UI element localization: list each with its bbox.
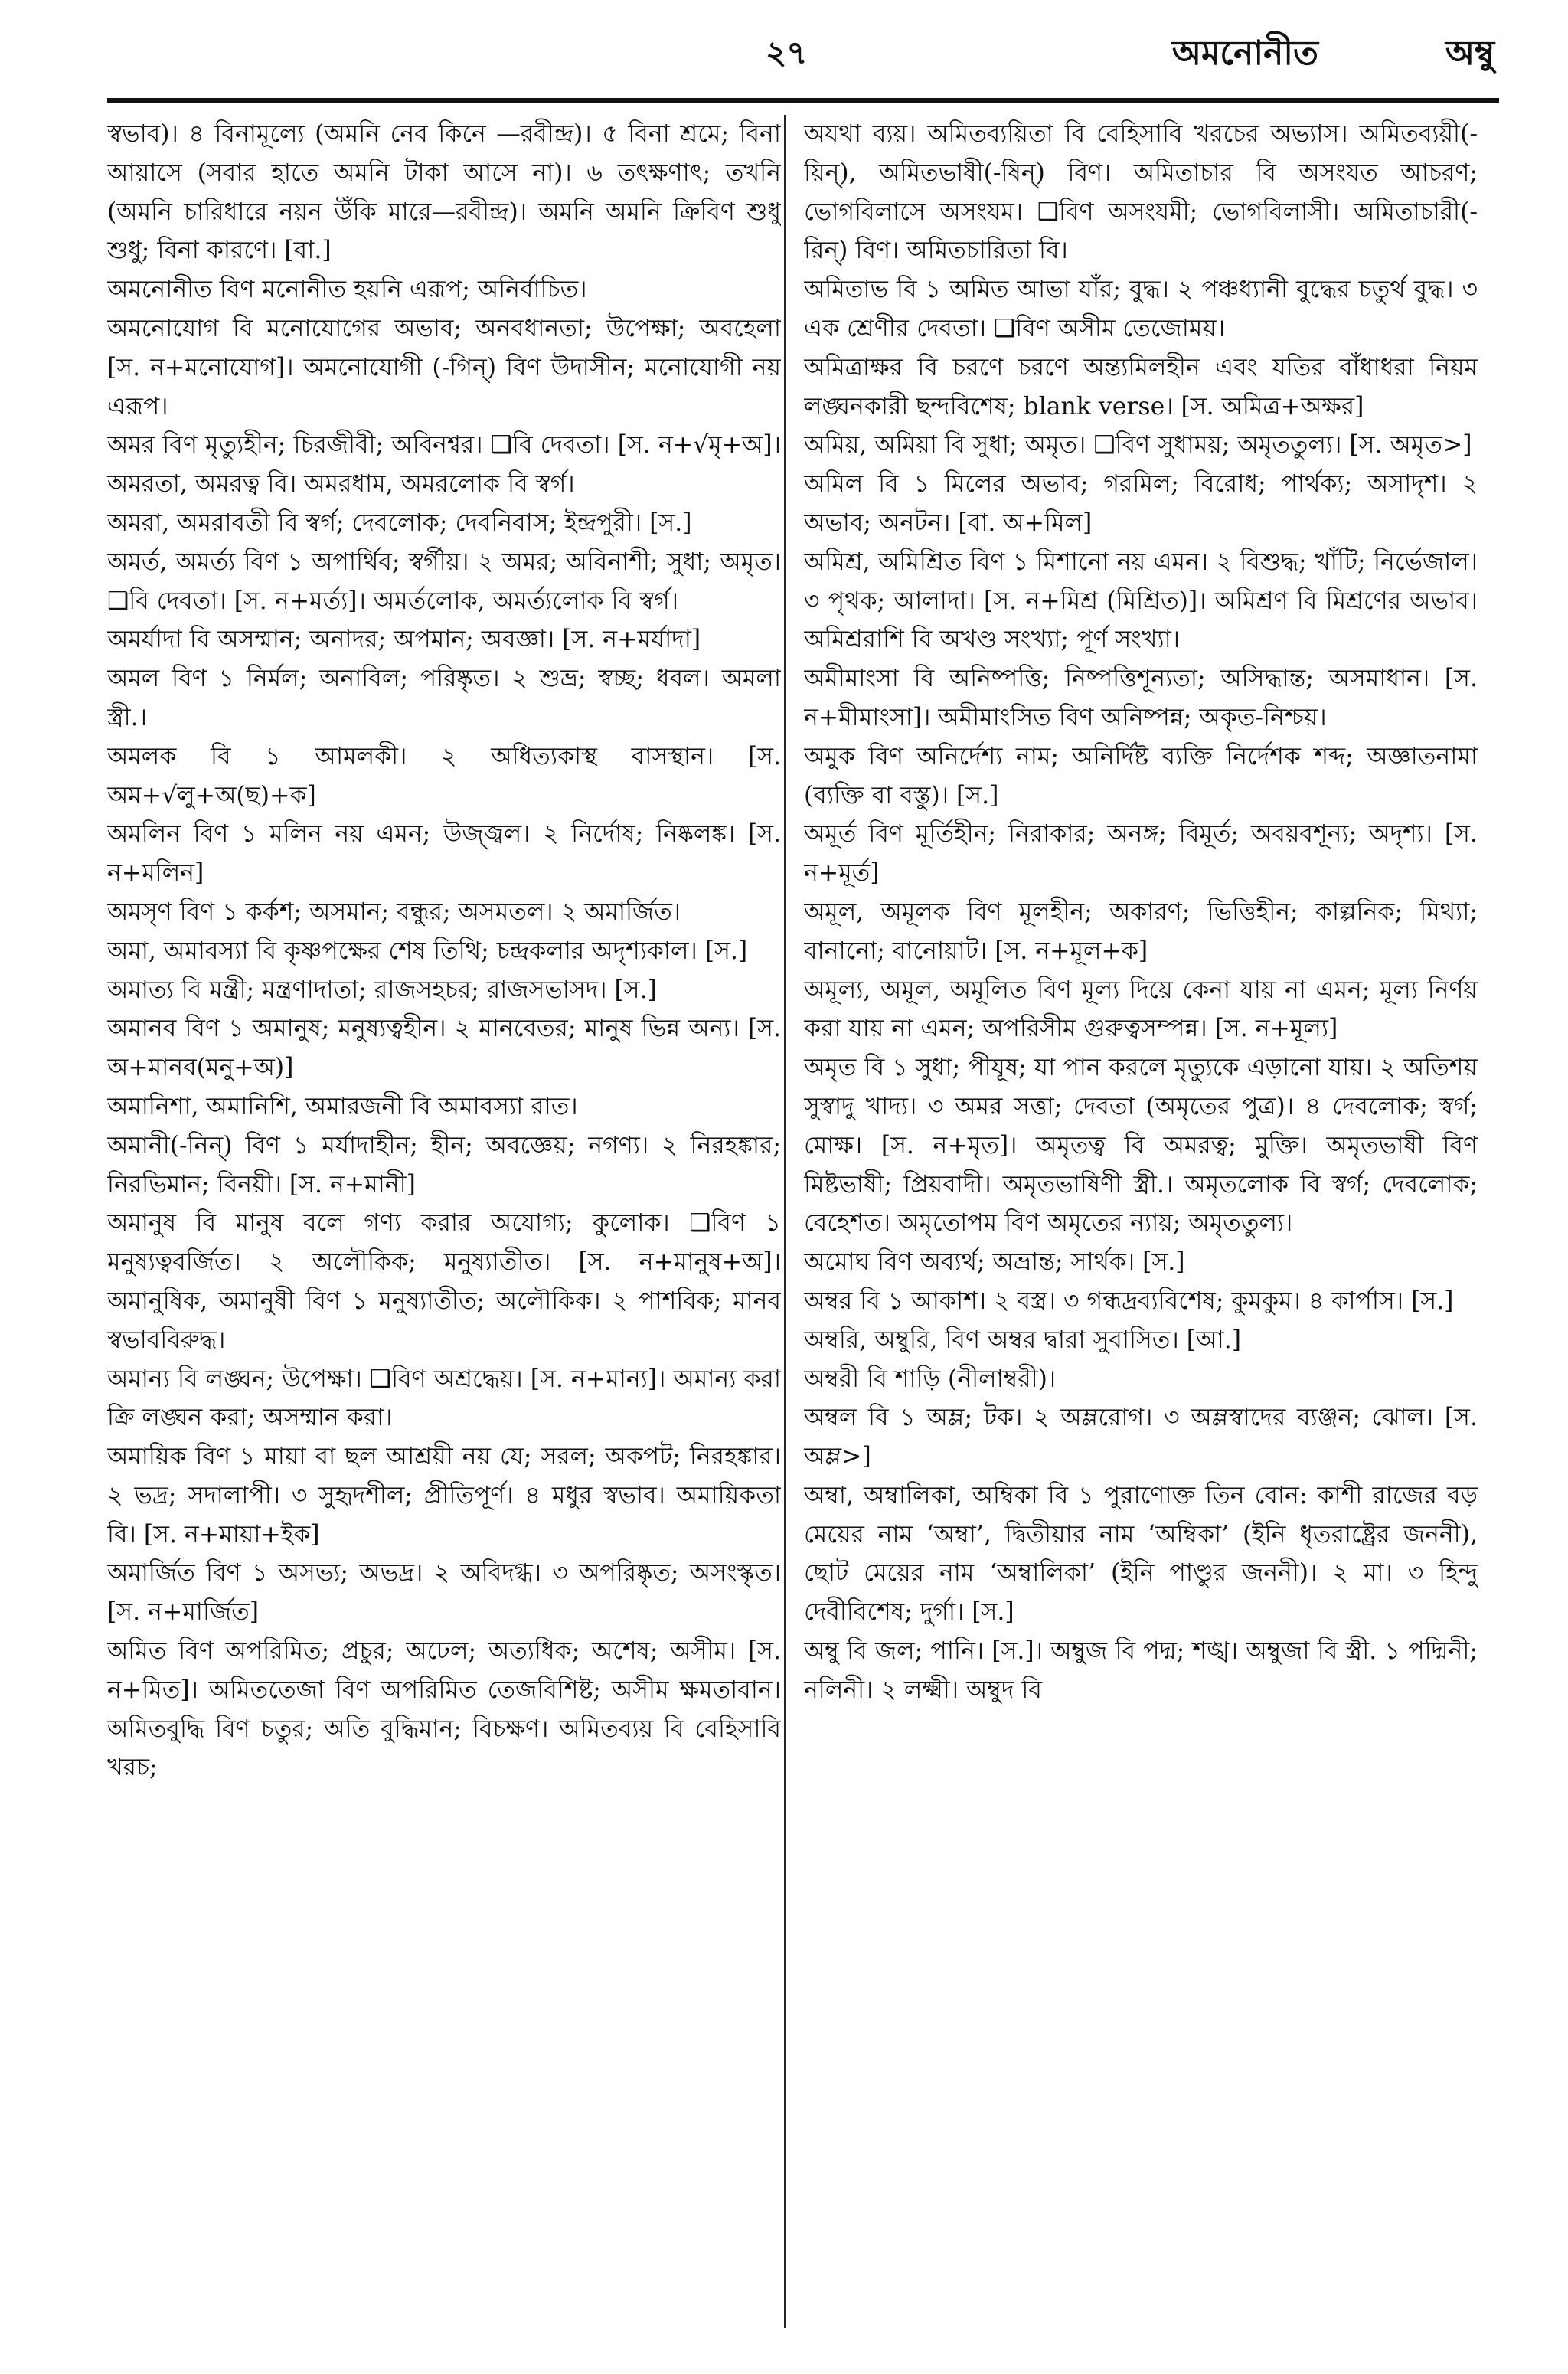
dictionary-entry: অমনোনীত বিণ মনোনীত হয়নি এরূপ; অনির্বাচিত। [107, 276, 587, 304]
dictionary-entry: অমসৃণ বিণ ১ কর্কশ; অসমান; বন্ধুর; অসমতল। ২ অমার্জিত। [107, 898, 681, 926]
dictionary-entry: অমর বিণ মৃত্যুহীন; চিরজীবী; অবিনশ্বর। ❑বি দেবতা। [স. ন+√মৃ+অ]। অমরতা, অমরত্ব বি। অমরধাম, অমরলোক বি স্বর্গ। [107, 431, 781, 499]
dictionary-entry: অমোঘ বিণ অব্যর্থ; অভ্রান্ত; সার্থক। [স.] [804, 1248, 1185, 1277]
dictionary-entry: অযথা ব্যয়। অমিতব্যয়িতা বি বেহিসাবি খরচের অভ্যাস। অমিতব্যয়ী(-য়িন্), অমিতভাষী(-ষিন্) বিণ। অমিতাচার বি অসংযত আচরণ; ভোগবিলাসে অসংযম। ❑বিণ অসংযমী; ভোগবিলাসী। অমিতাচারী(-রিন্) বিণ। অমিতচারিতা বি। [804, 120, 1478, 265]
guide-word-last: অম্বু [1445, 34, 1494, 73]
dictionary-entry: অমানুষ বি মানুষ বলে গণ্য করার অযোগ্য; কুলোক। ❑বিণ ১ মনুষ্যত্ববর্জিত। ২ অলৌকিক; মনুষ্যাতীত। [স. ন+মানুষ+অ]। অমানুষিক, অমানুষী বিণ ১ মনুষ্যাতীত; অলৌকিক। ২ পাশবিক; মানব স্বভাববিরুদ্ধ। [107, 1209, 781, 1354]
dictionary-entry: অমানী(-নিন্) বিণ ১ মর্যাদাহীন; হীন; অবজ্ঞেয়; নগণ্য। ২ নিরহঙ্কার; নিরভিমান; বিনয়ী। [স. ন+মানী] [107, 1131, 781, 1198]
dictionary-entry: অম্বু বি জল; পানি। [স.]। অম্বুজ বি পদ্ম; শঙ্খ। অম্বুজা বি স্ত্রী. ১ পদ্মিনী; নলিনী। ২ লক্ষ্মী। অম্বুদ বি [804, 1637, 1478, 1704]
dictionary-entry: অমল বিণ ১ নির্মল; অনাবিল; পরিষ্কৃত। ২ শুভ্র; স্বচ্ছ; ধবল। অমলা স্ত্রী.। [107, 665, 781, 731]
dictionary-entry: অমনোযোগ বি মনোযোগের অভাব; অনবধানতা; উপেক্ষা; অবহেলা [স. ন+মনোযোগ]। অমনোযোগী (-গিন্) বিণ উদাসীন; মনোযোগী নয় এরূপ। [107, 314, 781, 420]
dictionary-entry: অমাত্য বি মন্ত্রী; মন্ত্রণাদাতা; রাজসহচর; রাজসভাসদ। [স.] [107, 976, 657, 1004]
dictionary-entry: অমূর্ত বিণ মূর্তিহীন; নিরাকার; অনঙ্গ; বিমূর্ত; অবয়বশূন্য; অদৃশ্য। [স. ন+মূর্ত] [804, 820, 1478, 888]
dictionary-entry: অম্বর বি ১ আকাশ। ২ বস্ত্র। ৩ গন্ধদ্রব্যবিশেষ; কুমকুম। ৪ কার্পাস। [স.] [804, 1287, 1454, 1315]
left-column [107, 115, 781, 2343]
dictionary-entry: অমিত বিণ অপরিমিত; প্রচুর; অঢেল; অত্যধিক; অশেষ; অসীম। [স. ন+মিত]। অমিততেজা বিণ অপরিমিত তেজবিশিষ্ট; অসীম ক্ষমতাবান। অমিতবুদ্ধি বিণ চতুর; অতি বুদ্ধিমান; বিচক্ষণ। অমিতব্যয় বি বেহিসাবি খরচ; [107, 1637, 781, 1782]
right-column [804, 115, 1478, 2343]
header-rule [107, 98, 1499, 103]
dictionary-entry: অম্বরী বি শাড়ি (নীলাম্বরী)। [804, 1365, 1057, 1393]
dictionary-entry: অম্বল বি ১ অম্ল; টক। ২ অম্লরোগ। ৩ অম্লস্বাদের ব্যঞ্জন; ঝোল। [স. অম্ল>] [804, 1404, 1478, 1471]
dictionary-entry: অমর্ত, অমর্ত্য বিণ ১ অপার্থিব; স্বর্গীয়। ২ অমর; অবিনাশী; সুধা; অমৃত। ❑বি দেবতা। [স. ন+মর্ত্য]। অমর্তলোক, অমর্ত্যলোক বি স্বর্গ। [107, 548, 781, 615]
page-number: ২৭ [766, 34, 808, 71]
dictionary-entry: অমায়িক বিণ ১ মায়া বা ছল আশ্রয়ী নয় যে; সরল; অকপট; নিরহঙ্কার। ২ ভদ্র; সদালাপী। ৩ সুহৃদশীল; প্রীতিপূর্ণ। ৪ মধুর স্বভাব। অমায়িকতা বি। [স. ন+মায়া+ইক] [107, 1443, 781, 1548]
dictionary-entry: অমানব বিণ ১ অমানুষ; মনুষ্যত্বহীন। ২ মানবেতর; মানুষ ভিন্ন অন্য। [স. অ+মানব(মনু+অ)] [107, 1015, 781, 1082]
dictionary-entry: অমিল বি ১ মিলের অভাব; গরমিল; বিরোধ; পার্থক্য; অসাদৃশ। ২ অভাব; অনটন। [বা. অ+মিল] [804, 470, 1478, 537]
dictionary-entry: অমিত্রাক্ষর বি চরণে চরণে অন্ত্যমিলহীন এবং যতির বাঁধাধরা নিয়ম লঙ্ঘনকারী ছন্দবিশেষ; blank verse। [স. অমিত্র+অক্ষর] [804, 353, 1478, 420]
dictionary-entry: অমীমাংসা বি অনিষ্পত্তি; নিষ্পত্তিশূন্যতা; অসিদ্ধান্ত; অসমাধান। [স. ন+মীমাংসা]। অমীমাংসিত বিণ অনিষ্পন্ন; অকৃত-নিশ্চয়। [804, 665, 1478, 731]
dictionary-entry: অমৃত বি ১ সুধা; পীযূষ; যা পান করলে মৃত্যুকে এড়ানো যায়। ২ অতিশয় সুস্বাদু খাদ্য। ৩ অমর সত্তা; দেবতা (অমৃতের পুত্র)। ৪ দেবলোক; স্বর্গ; মোক্ষ। [স. ন+মৃত]। অমৃতত্ব বি অমরত্ব; মুক্তি। অমৃতভাষী বিণ মিষ্টভাষী; প্রিয়বাদী। অমৃতভাষিণী স্ত্রী.। অমৃতলোক বি স্বর্গ; দেবলোক; বেহেশত। অমৃতোপম বিণ অমৃতের ন্যায়; অমৃততুল্য। [804, 1054, 1478, 1238]
dictionary-entry: অমা, অমাবস্যা বি কৃষ্ণপক্ষের শেষ তিথি; চন্দ্রকলার অদৃশ্যকাল। [স.] [107, 937, 748, 965]
dictionary-entry: অমান্য বি লঙ্ঘন; উপেক্ষা। ❑বিণ অশ্রদ্ধেয়। [স. ন+মান্য]। অমান্য করা ক্রি লঙ্ঘন করা; অসম্মান করা। [107, 1365, 781, 1432]
dictionary-entry: স্বভাব)। ৪ বিনামূল্যে (অমনি নেব কিনে —রবীন্দ্র)। ৫ বিনা শ্রমে; বিনা আয়াসে (সবার হাতে অমনি টাকা আসে না)। ৬ তৎক্ষণাৎ; তখনি (অমনি চারিধারে নয়ন উঁকি মারে—রবীন্দ্র)। অমনি অমনি ক্রিবিণ শুধু শুধু; বিনা কারণে। [বা.] [107, 120, 781, 265]
dictionary-entry: অমরা, অমরাবতী বি স্বর্গ; দেবলোক; দেবনিবাস; ইন্দ্রপুরী। [স.] [107, 508, 692, 537]
dictionary-entry: অমিতাভ বি ১ অমিত আভা যাঁর; বুদ্ধ। ২ পঞ্চধ্যানী বুদ্ধের চতুর্থ বুদ্ধ। ৩ এক শ্রেণীর দেবতা। ❑বিণ অসীম তেজোময়। [804, 276, 1478, 342]
dictionary-entry: অম্বরি, অম্বুরি, বিণ অম্বর দ্বারা সুবাসিত। [আ.] [804, 1326, 1242, 1354]
page-header [107, 28, 1494, 89]
column-divider [784, 115, 786, 2328]
dictionary-entry: অমূল, অমূলক বিণ মূলহীন; অকারণ; ভিত্তিহীন; কাল্পনিক; মিথ্যা; বানানো; বানোয়াট। [স. ন+মূল+ক] [804, 898, 1478, 965]
dictionary-entry: অমিয়, অমিয়া বি সুধা; অমৃত। ❑বিণ সুধাময়; অমৃততুল্য। [স. অমৃত>] [804, 431, 1472, 459]
guide-word-first: অমনোনীত [1171, 34, 1318, 73]
dictionary-entry: অমলক বি ১ আমলকী। ২ অধিত্যকাস্থ বাসস্থান। [স. অম+√লু+অ(ছ)+ক] [107, 742, 781, 809]
dictionary-entry: অমলিন বিণ ১ মলিন নয় এমন; উজ্জ্বল। ২ নির্দোষ; নিষ্কলঙ্ক। [স. ন+মলিন] [107, 820, 781, 888]
dictionary-entry: অমানিশা, অমানিশি, অমারজনী বি অমাবস্যা রাত। [107, 1092, 578, 1120]
dictionary-entry: অমর্যাদা বি অসম্মান; অনাদর; অপমান; অবজ্ঞা। [স. ন+মর্যাদা] [107, 626, 701, 654]
dictionary-entry: অম্বা, অম্বালিকা, অম্বিকা বি ১ পুরাণোক্ত তিন বোন: কাশী রাজের বড় মেয়ের নাম ‘অম্বা’, দ্বিতীয়ার নাম ‘অম্বিকা’ (ইনি ধৃতরাষ্ট্রের জননী), ছোট মেয়ের নাম ‘অম্বালিকা’ (ইনি পাণ্ডুর জননী)। ২ মা। ৩ হিন্দু দেবীবিশেষ; দুর্গা। [স.] [804, 1481, 1478, 1627]
dictionary-entry: অমূল্য, অমূল, অমূলিত বিণ মূল্য দিয়ে কেনা যায় না এমন; মূল্য নির্ণয় করা যায় না এমন; অপরিসীম গুরুত্বসম্পন্ন। [স. ন+মূল্য] [804, 976, 1478, 1043]
dictionary-entry: অমার্জিত বিণ ১ অসভ্য; অভদ্র। ২ অবিদগ্ধ। ৩ অপরিষ্কৃত; অসংস্কৃত। [স. ন+মার্জিত] [107, 1559, 781, 1627]
dictionary-entry: অমিশ্র, অমিশ্রিত বিণ ১ মিশানো নয় এমন। ২ বিশুদ্ধ; খাঁটি; নির্ভেজাল। ৩ পৃথক; আলাদা। [স. ন+মিশ্র (মিশ্রিত)]। অমিশ্রণ বি মিশ্রণের অভাব। অমিশ্ররাশি বি অখণ্ড সংখ্যা; পূর্ণ সংখ্যা। [804, 548, 1478, 654]
dictionary-entry: অমুক বিণ অনির্দেশ্য নাম; অনির্দিষ্ট ব্যক্তি নির্দেশক শব্দ; অজ্ঞাতনামা (ব্যক্তি বা বস্তু)। [স.] [804, 742, 1478, 809]
